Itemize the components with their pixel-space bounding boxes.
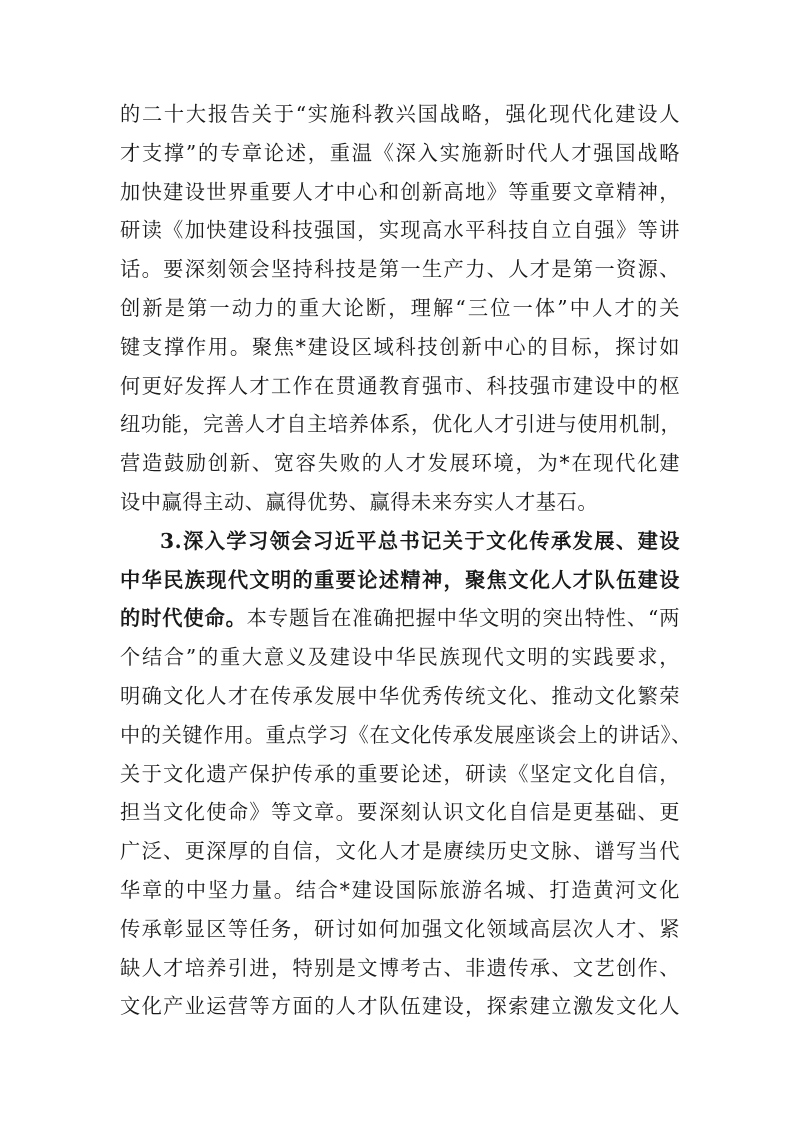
text-line: 营造鼓励创新、宽容失败的人才发展环境，为*在现代化建 <box>120 451 680 476</box>
text-line: 缺人才培养引进，特别是文博考古、非遗传承、文艺创作、 <box>120 955 680 980</box>
text-line: 研读《加快建设科技强国，实现高水平科技自立自强》等讲 <box>120 218 680 243</box>
section-heading-line: 3.深入学习领会习近平总书记关于文化传承发展、建设 <box>160 528 680 553</box>
text-line: 加快建设世界重要人才中心和创新高地》等重要文章精神， <box>120 179 680 204</box>
text-line: 纽功能，完善人才自主培养体系，优化人才引进与使用机制， <box>120 412 682 437</box>
text-line: 话。要深刻领会坚持科技是第一生产力、人才是第一资源、 <box>120 257 680 282</box>
text-line: 广泛、更深厚的自信，文化人才是赓续历史文脉、谱写当代 <box>120 839 680 864</box>
text-line: 设中赢得主动、赢得优势、赢得未来夯实人才基石。 <box>120 489 599 514</box>
text-line: 创新是第一动力的重大论断，理解“三位一体”中人才的关 <box>120 295 680 320</box>
text-line: 何更好发挥人才工作在贯通教育强市、科技强市建设中的枢 <box>120 373 680 398</box>
document-body <box>120 95 692 1026</box>
text-line: 中的关键作用。重点学习《在文化传承发展座谈会上的讲话》、 <box>120 722 692 747</box>
text-line: 键支撑作用。聚焦*建设区域科技创新中心的目标，探讨如 <box>120 334 680 359</box>
text-line: 文化产业运营等方面的人才队伍建设，探索建立激发文化人 <box>120 994 680 1019</box>
text-line: 华章的中坚力量。结合*建设国际旅游名城、打造黄河文化 <box>120 877 680 902</box>
text-line: 关于文化遗产保护传承的重要论述，研读《坚定文化自信， <box>120 761 680 786</box>
text-line: 传承彰显区等任务，研讨如何加强文化领域高层次人才、紧 <box>120 916 680 941</box>
text-line: 的二十大报告关于“实施科教兴国战略，强化现代化建设人 <box>120 102 680 126</box>
section-heading-tail: 的时代使命。 <box>120 606 247 631</box>
text-line: 明确文化人才在传承发展中华优秀传统文化、推动文化繁荣 <box>120 683 680 708</box>
text-line: 个结合”的重大意义及建设中华民族现代文明的实践要求， <box>120 645 680 670</box>
section-body-start: 本专题旨在准确把握中华文明的突出特性、“两 <box>246 606 680 631</box>
section-heading-line: 中华民族现代文明的重要论述精神，聚焦文化人才队伍建设 <box>120 567 680 592</box>
mixed-line <box>120 599 680 638</box>
text-line: 才支撑”的专章论述，重温《深入实施新时代人才强国战略 <box>120 140 680 165</box>
text-line: 担当文化使命》等文章。要深刻认识文化自信是更基础、更 <box>120 800 680 825</box>
